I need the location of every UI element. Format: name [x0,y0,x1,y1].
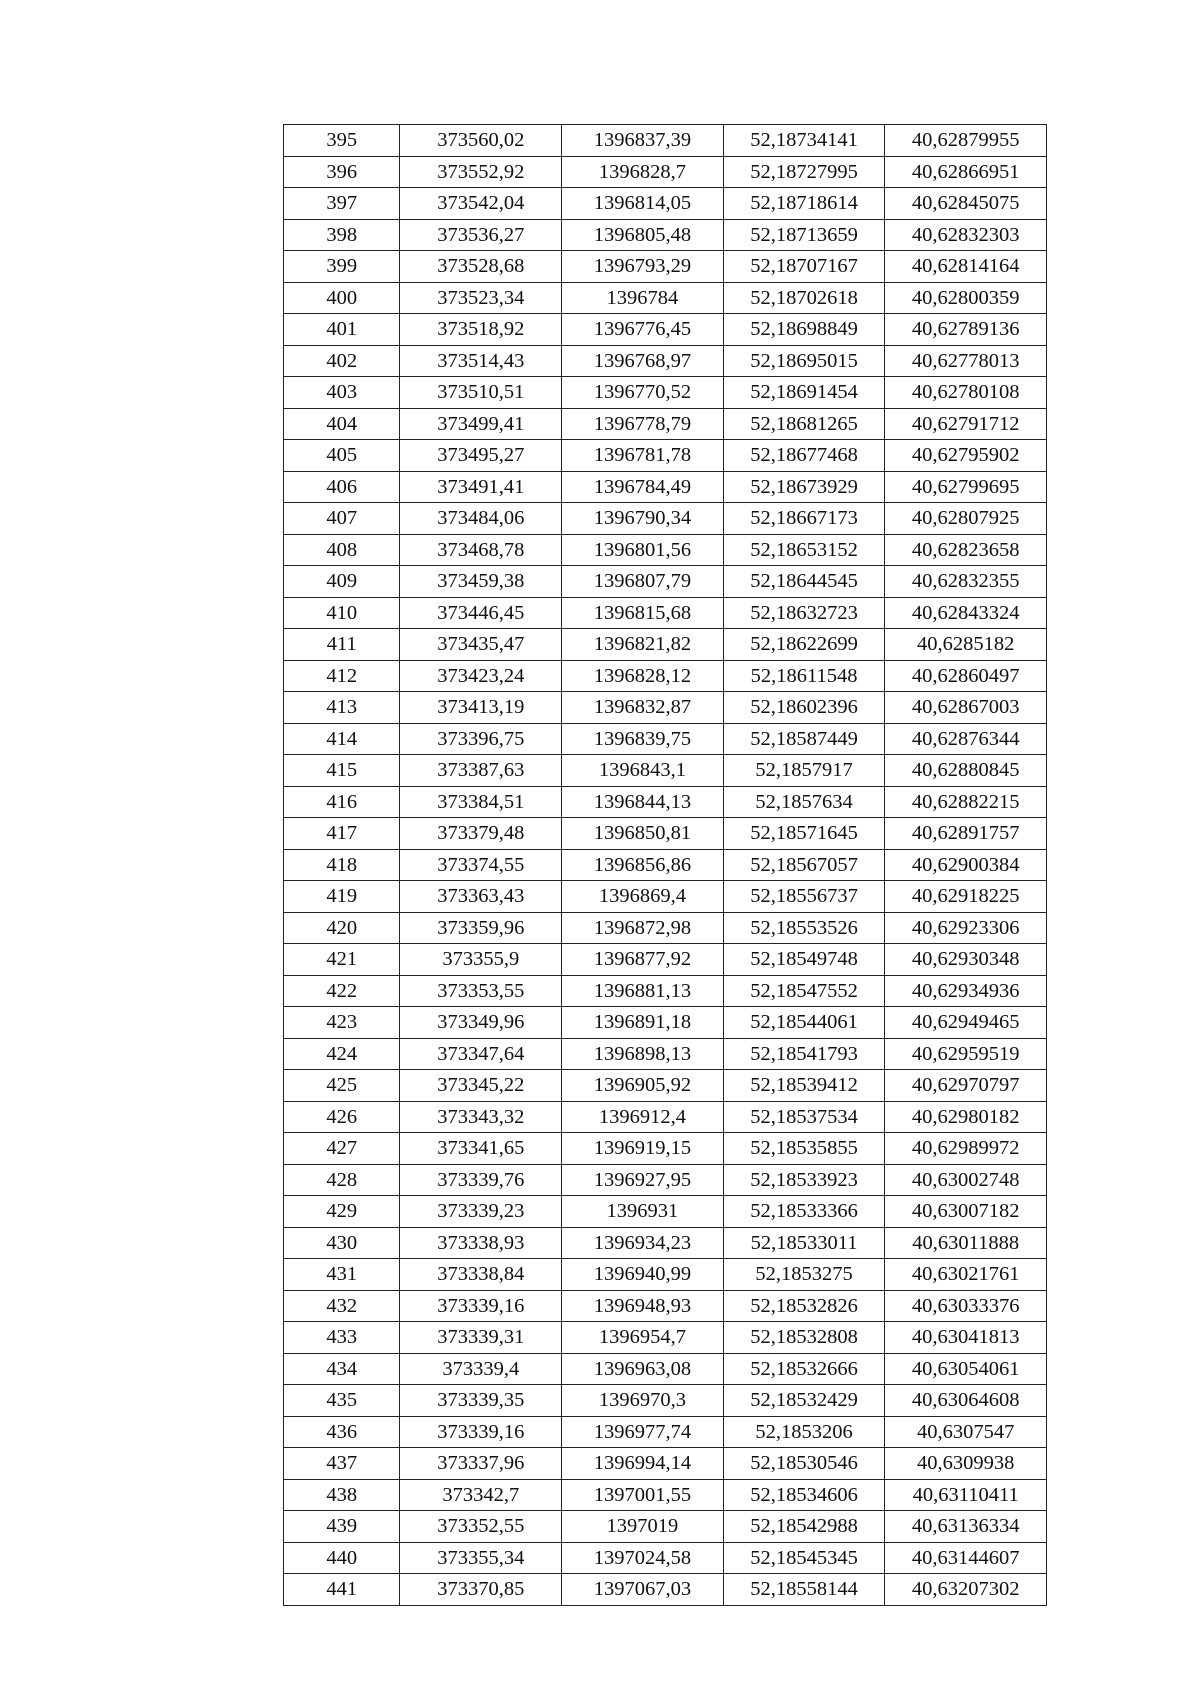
table-row [284,377,1047,409]
latitude-cell: 52,18571645 [723,818,885,850]
table-row [284,440,1047,472]
x-coordinate-cell: 373423,24 [400,660,562,692]
point-number-cell: 416 [284,786,400,818]
latitude-cell: 52,18644545 [723,566,885,598]
x-coordinate-cell: 373339,23 [400,1196,562,1228]
x-coordinate-cell: 373542,04 [400,188,562,220]
longitude-cell: 40,62867003 [885,692,1047,724]
latitude-cell: 52,18567057 [723,849,885,881]
latitude-cell: 52,18734141 [723,125,885,157]
latitude-cell: 52,18602396 [723,692,885,724]
x-coordinate-cell: 373499,41 [400,408,562,440]
point-number-cell: 419 [284,881,400,913]
latitude-cell: 52,18533366 [723,1196,885,1228]
latitude-cell: 52,18534606 [723,1479,885,1511]
x-coordinate-cell: 373560,02 [400,125,562,157]
longitude-cell: 40,63033376 [885,1290,1047,1322]
latitude-cell: 52,18702618 [723,282,885,314]
point-number-cell: 411 [284,629,400,661]
point-number-cell: 435 [284,1385,400,1417]
y-coordinate-cell: 1396898,13 [562,1038,724,1070]
point-number-cell: 409 [284,566,400,598]
table-row [284,1322,1047,1354]
x-coordinate-cell: 373353,55 [400,975,562,1007]
point-number-cell: 440 [284,1542,400,1574]
x-coordinate-cell: 373337,96 [400,1448,562,1480]
point-number-cell: 405 [284,440,400,472]
point-number-cell: 413 [284,692,400,724]
y-coordinate-cell: 1397001,55 [562,1479,724,1511]
latitude-cell: 52,18727995 [723,156,885,188]
longitude-cell: 40,62832355 [885,566,1047,598]
y-coordinate-cell: 1396912,4 [562,1101,724,1133]
longitude-cell: 40,62791712 [885,408,1047,440]
table-row [284,1542,1047,1574]
point-number-cell: 415 [284,755,400,787]
latitude-cell: 52,18632723 [723,597,885,629]
point-number-cell: 441 [284,1574,400,1606]
latitude-cell: 52,18558144 [723,1574,885,1606]
table-row [284,660,1047,692]
point-number-cell: 399 [284,251,400,283]
table-row [284,786,1047,818]
y-coordinate-cell: 1396790,34 [562,503,724,535]
latitude-cell: 52,18547552 [723,975,885,1007]
point-number-cell: 406 [284,471,400,503]
point-number-cell: 420 [284,912,400,944]
x-coordinate-cell: 373528,68 [400,251,562,283]
x-coordinate-cell: 373374,55 [400,849,562,881]
latitude-cell: 52,18545345 [723,1542,885,1574]
x-coordinate-cell: 373349,96 [400,1007,562,1039]
longitude-cell: 40,62934936 [885,975,1047,1007]
latitude-cell: 52,18530546 [723,1448,885,1480]
point-number-cell: 434 [284,1353,400,1385]
latitude-cell: 52,18653152 [723,534,885,566]
x-coordinate-cell: 373446,45 [400,597,562,629]
table-row [284,1133,1047,1165]
x-coordinate-cell: 373384,51 [400,786,562,818]
longitude-cell: 40,62891757 [885,818,1047,850]
x-coordinate-cell: 373359,96 [400,912,562,944]
x-coordinate-cell: 373339,16 [400,1290,562,1322]
latitude-cell: 52,1857917 [723,755,885,787]
x-coordinate-cell: 373518,92 [400,314,562,346]
point-number-cell: 421 [284,944,400,976]
point-number-cell: 400 [284,282,400,314]
latitude-cell: 52,1853275 [723,1259,885,1291]
x-coordinate-cell: 373342,7 [400,1479,562,1511]
longitude-cell: 40,62799695 [885,471,1047,503]
point-number-cell: 417 [284,818,400,850]
table-row [284,1416,1047,1448]
longitude-cell: 40,62860497 [885,660,1047,692]
latitude-cell: 52,18718614 [723,188,885,220]
x-coordinate-cell: 373510,51 [400,377,562,409]
x-coordinate-cell: 373339,4 [400,1353,562,1385]
table-row [284,1574,1047,1606]
x-coordinate-cell: 373339,16 [400,1416,562,1448]
point-number-cell: 402 [284,345,400,377]
y-coordinate-cell: 1396919,15 [562,1133,724,1165]
x-coordinate-cell: 373491,41 [400,471,562,503]
table-row [284,597,1047,629]
table-row [284,692,1047,724]
table-row [284,1511,1047,1543]
x-coordinate-cell: 373363,43 [400,881,562,913]
longitude-cell: 40,62778013 [885,345,1047,377]
latitude-cell: 52,18677468 [723,440,885,472]
longitude-cell: 40,62880845 [885,755,1047,787]
point-number-cell: 423 [284,1007,400,1039]
x-coordinate-cell: 373355,9 [400,944,562,976]
latitude-cell: 52,18532666 [723,1353,885,1385]
table-row [284,251,1047,283]
point-number-cell: 403 [284,377,400,409]
longitude-cell: 40,62800359 [885,282,1047,314]
y-coordinate-cell: 1396931 [562,1196,724,1228]
latitude-cell: 52,18691454 [723,377,885,409]
y-coordinate-cell: 1396850,81 [562,818,724,850]
x-coordinate-cell: 373495,27 [400,440,562,472]
longitude-cell: 40,63207302 [885,1574,1047,1606]
y-coordinate-cell: 1396801,56 [562,534,724,566]
point-number-cell: 428 [284,1164,400,1196]
longitude-cell: 40,62876344 [885,723,1047,755]
y-coordinate-cell: 1396869,4 [562,881,724,913]
x-coordinate-cell: 373523,34 [400,282,562,314]
y-coordinate-cell: 1396832,87 [562,692,724,724]
y-coordinate-cell: 1396784,49 [562,471,724,503]
y-coordinate-cell: 1396954,7 [562,1322,724,1354]
longitude-cell: 40,6285182 [885,629,1047,661]
table-row [284,219,1047,251]
y-coordinate-cell: 1396994,14 [562,1448,724,1480]
point-number-cell: 430 [284,1227,400,1259]
latitude-cell: 52,18673929 [723,471,885,503]
table-row [284,944,1047,976]
table-row [284,408,1047,440]
table-row [284,912,1047,944]
latitude-cell: 52,18549748 [723,944,885,976]
table-row [284,723,1047,755]
y-coordinate-cell: 1396948,93 [562,1290,724,1322]
x-coordinate-cell: 373339,31 [400,1322,562,1354]
point-number-cell: 429 [284,1196,400,1228]
table-row [284,1227,1047,1259]
point-number-cell: 412 [284,660,400,692]
table-row [284,503,1047,535]
longitude-cell: 40,63002748 [885,1164,1047,1196]
table-row [284,471,1047,503]
y-coordinate-cell: 1396821,82 [562,629,724,661]
point-number-cell: 438 [284,1479,400,1511]
y-coordinate-cell: 1396770,52 [562,377,724,409]
coordinates-table [283,124,1047,1606]
table-row [284,849,1047,881]
longitude-cell: 40,62807925 [885,503,1047,535]
table-row [284,1070,1047,1102]
x-coordinate-cell: 373370,85 [400,1574,562,1606]
longitude-cell: 40,62923306 [885,912,1047,944]
longitude-cell: 40,63021761 [885,1259,1047,1291]
point-number-cell: 427 [284,1133,400,1165]
table-row [284,534,1047,566]
y-coordinate-cell: 1397067,03 [562,1574,724,1606]
table-row [284,1448,1047,1480]
x-coordinate-cell: 373536,27 [400,219,562,251]
longitude-cell: 40,62900384 [885,849,1047,881]
longitude-cell: 40,62970797 [885,1070,1047,1102]
latitude-cell: 52,18532429 [723,1385,885,1417]
longitude-cell: 40,62780108 [885,377,1047,409]
y-coordinate-cell: 1396934,23 [562,1227,724,1259]
y-coordinate-cell: 1396807,79 [562,566,724,598]
longitude-cell: 40,63110411 [885,1479,1047,1511]
y-coordinate-cell: 1396843,1 [562,755,724,787]
latitude-cell: 52,18713659 [723,219,885,251]
latitude-cell: 52,18611548 [723,660,885,692]
x-coordinate-cell: 373379,48 [400,818,562,850]
y-coordinate-cell: 1396839,75 [562,723,724,755]
x-coordinate-cell: 373413,19 [400,692,562,724]
point-number-cell: 426 [284,1101,400,1133]
latitude-cell: 52,18695015 [723,345,885,377]
x-coordinate-cell: 373347,64 [400,1038,562,1070]
x-coordinate-cell: 373484,06 [400,503,562,535]
latitude-cell: 52,18537534 [723,1101,885,1133]
x-coordinate-cell: 373339,35 [400,1385,562,1417]
longitude-cell: 40,62980182 [885,1101,1047,1133]
latitude-cell: 52,18544061 [723,1007,885,1039]
y-coordinate-cell: 1396815,68 [562,597,724,629]
table-row [284,566,1047,598]
point-number-cell: 418 [284,849,400,881]
point-number-cell: 408 [284,534,400,566]
table-row [284,1353,1047,1385]
point-number-cell: 396 [284,156,400,188]
x-coordinate-cell: 373338,93 [400,1227,562,1259]
x-coordinate-cell: 373468,78 [400,534,562,566]
longitude-cell: 40,62823658 [885,534,1047,566]
latitude-cell: 52,1857634 [723,786,885,818]
longitude-cell: 40,63144607 [885,1542,1047,1574]
latitude-cell: 52,18532808 [723,1322,885,1354]
x-coordinate-cell: 373338,84 [400,1259,562,1291]
longitude-cell: 40,62949465 [885,1007,1047,1039]
y-coordinate-cell: 1396891,18 [562,1007,724,1039]
latitude-cell: 52,18532826 [723,1290,885,1322]
longitude-cell: 40,63007182 [885,1196,1047,1228]
latitude-cell: 52,18667173 [723,503,885,535]
longitude-cell: 40,62866951 [885,156,1047,188]
y-coordinate-cell: 1396784 [562,282,724,314]
point-number-cell: 436 [284,1416,400,1448]
y-coordinate-cell: 1397019 [562,1511,724,1543]
x-coordinate-cell: 373459,38 [400,566,562,598]
point-number-cell: 422 [284,975,400,1007]
latitude-cell: 52,18698849 [723,314,885,346]
x-coordinate-cell: 373396,75 [400,723,562,755]
table-row [284,282,1047,314]
point-number-cell: 404 [284,408,400,440]
longitude-cell: 40,62789136 [885,314,1047,346]
longitude-cell: 40,62832303 [885,219,1047,251]
point-number-cell: 425 [284,1070,400,1102]
y-coordinate-cell: 1396856,86 [562,849,724,881]
y-coordinate-cell: 1396814,05 [562,188,724,220]
latitude-cell: 52,18541793 [723,1038,885,1070]
latitude-cell: 52,18707167 [723,251,885,283]
point-number-cell: 437 [284,1448,400,1480]
longitude-cell: 40,62814164 [885,251,1047,283]
point-number-cell: 397 [284,188,400,220]
y-coordinate-cell: 1396927,95 [562,1164,724,1196]
x-coordinate-cell: 373552,92 [400,156,562,188]
point-number-cell: 414 [284,723,400,755]
latitude-cell: 52,18587449 [723,723,885,755]
longitude-cell: 40,62989972 [885,1133,1047,1165]
table-row [284,1164,1047,1196]
latitude-cell: 52,18553526 [723,912,885,944]
latitude-cell: 52,18533923 [723,1164,885,1196]
table-row [284,1259,1047,1291]
longitude-cell: 40,62882215 [885,786,1047,818]
longitude-cell: 40,63064608 [885,1385,1047,1417]
table-row [284,156,1047,188]
coordinates-table-body [284,125,1047,1606]
table-row [284,1479,1047,1511]
y-coordinate-cell: 1396805,48 [562,219,724,251]
y-coordinate-cell: 1396970,3 [562,1385,724,1417]
y-coordinate-cell: 1396828,12 [562,660,724,692]
table-row [284,629,1047,661]
x-coordinate-cell: 373387,63 [400,755,562,787]
x-coordinate-cell: 373339,76 [400,1164,562,1196]
y-coordinate-cell: 1396905,92 [562,1070,724,1102]
point-number-cell: 395 [284,125,400,157]
table-row [284,975,1047,1007]
longitude-cell: 40,6307547 [885,1416,1047,1448]
latitude-cell: 52,18542988 [723,1511,885,1543]
table-row [284,1290,1047,1322]
latitude-cell: 52,18681265 [723,408,885,440]
latitude-cell: 52,18622699 [723,629,885,661]
table-row [284,314,1047,346]
longitude-cell: 40,63054061 [885,1353,1047,1385]
x-coordinate-cell: 373352,55 [400,1511,562,1543]
y-coordinate-cell: 1396963,08 [562,1353,724,1385]
y-coordinate-cell: 1396940,99 [562,1259,724,1291]
longitude-cell: 40,62879955 [885,125,1047,157]
y-coordinate-cell: 1396872,98 [562,912,724,944]
x-coordinate-cell: 373514,43 [400,345,562,377]
y-coordinate-cell: 1397024,58 [562,1542,724,1574]
table-row [284,125,1047,157]
y-coordinate-cell: 1396881,13 [562,975,724,1007]
table-row [284,1196,1047,1228]
longitude-cell: 40,62918225 [885,881,1047,913]
latitude-cell: 52,18535855 [723,1133,885,1165]
table-row [284,755,1047,787]
point-number-cell: 431 [284,1259,400,1291]
longitude-cell: 40,62845075 [885,188,1047,220]
y-coordinate-cell: 1396776,45 [562,314,724,346]
point-number-cell: 432 [284,1290,400,1322]
x-coordinate-cell: 373435,47 [400,629,562,661]
y-coordinate-cell: 1396778,79 [562,408,724,440]
x-coordinate-cell: 373355,34 [400,1542,562,1574]
longitude-cell: 40,6309938 [885,1448,1047,1480]
table-row [284,818,1047,850]
longitude-cell: 40,63136334 [885,1511,1047,1543]
x-coordinate-cell: 373345,22 [400,1070,562,1102]
table-row [284,1101,1047,1133]
table-row [284,1007,1047,1039]
y-coordinate-cell: 1396828,7 [562,156,724,188]
longitude-cell: 40,63011888 [885,1227,1047,1259]
x-coordinate-cell: 373343,32 [400,1101,562,1133]
point-number-cell: 398 [284,219,400,251]
y-coordinate-cell: 1396781,78 [562,440,724,472]
table-row [284,345,1047,377]
y-coordinate-cell: 1396837,39 [562,125,724,157]
longitude-cell: 40,63041813 [885,1322,1047,1354]
table-row [284,1038,1047,1070]
longitude-cell: 40,62795902 [885,440,1047,472]
y-coordinate-cell: 1396768,97 [562,345,724,377]
latitude-cell: 52,18556737 [723,881,885,913]
point-number-cell: 410 [284,597,400,629]
point-number-cell: 433 [284,1322,400,1354]
latitude-cell: 52,18533011 [723,1227,885,1259]
point-number-cell: 407 [284,503,400,535]
y-coordinate-cell: 1396793,29 [562,251,724,283]
table-row [284,1385,1047,1417]
latitude-cell: 52,1853206 [723,1416,885,1448]
y-coordinate-cell: 1396977,74 [562,1416,724,1448]
point-number-cell: 401 [284,314,400,346]
x-coordinate-cell: 373341,65 [400,1133,562,1165]
point-number-cell: 439 [284,1511,400,1543]
latitude-cell: 52,18539412 [723,1070,885,1102]
point-number-cell: 424 [284,1038,400,1070]
table-row [284,188,1047,220]
longitude-cell: 40,62930348 [885,944,1047,976]
longitude-cell: 40,62959519 [885,1038,1047,1070]
y-coordinate-cell: 1396877,92 [562,944,724,976]
table-row [284,881,1047,913]
y-coordinate-cell: 1396844,13 [562,786,724,818]
longitude-cell: 40,62843324 [885,597,1047,629]
